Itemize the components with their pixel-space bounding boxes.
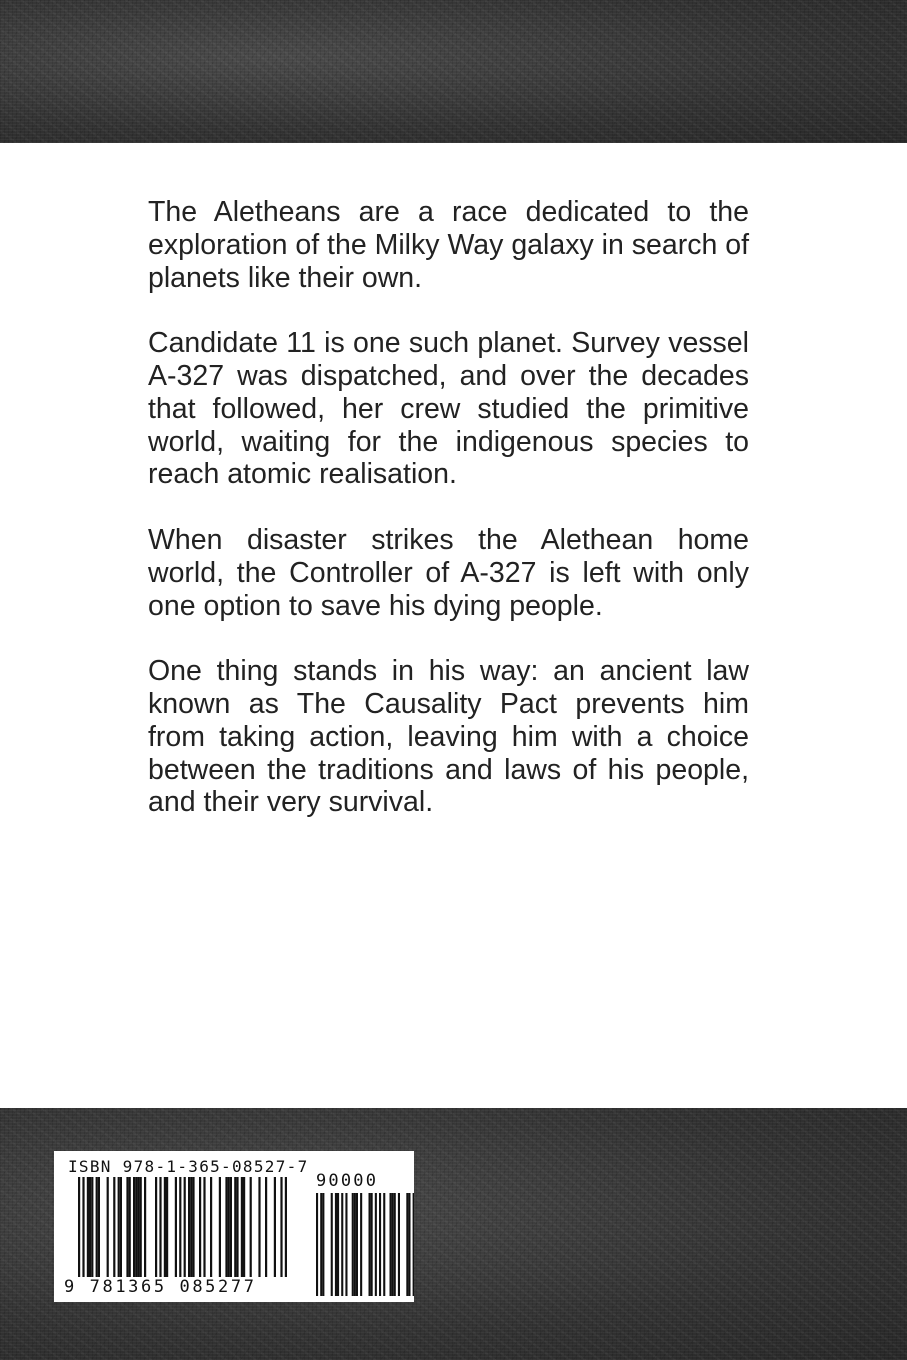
barcode-bar: [78, 1177, 80, 1277]
barcode-bar: [155, 1177, 157, 1277]
barcode-bar: [383, 1193, 385, 1296]
isbn-label: ISBN 978-1-365-08527-7: [68, 1157, 309, 1176]
ean-digits: 9 781365 085277: [64, 1277, 257, 1297]
barcode-bar: [129, 1177, 131, 1277]
barcode-bar: [126, 1177, 128, 1277]
barcode-bar: [203, 1177, 205, 1277]
barcode-bar: [250, 1177, 252, 1277]
barcode-bar: [89, 1177, 91, 1277]
isbn-barcode: [54, 1151, 414, 1302]
barcode-bar: [236, 1177, 238, 1277]
barcode-bar: [179, 1177, 181, 1277]
barcode-bar: [120, 1177, 122, 1277]
top-texture-band: [0, 0, 907, 143]
barcode-bar: [398, 1193, 400, 1296]
barcode-bar: [280, 1177, 282, 1277]
barcode-bar: [91, 1177, 93, 1277]
barcode-bar: [360, 1193, 362, 1296]
barcode-bar: [341, 1193, 343, 1296]
barcode-bar: [331, 1193, 333, 1296]
barcode-bar: [371, 1193, 373, 1296]
barcode-bar: [82, 1177, 84, 1277]
barcode-bar: [166, 1177, 168, 1277]
barcode-bar: [369, 1193, 371, 1296]
barcode-bar: [219, 1177, 221, 1277]
barcode-bar: [394, 1193, 396, 1296]
barcode-bar: [241, 1177, 243, 1277]
barcode-bar: [190, 1177, 192, 1277]
barcode-bar: [352, 1193, 354, 1296]
barcode-bar: [107, 1177, 109, 1277]
barcode-bar: [234, 1177, 236, 1277]
barcode-bar: [96, 1177, 98, 1277]
barcode-bar: [354, 1193, 356, 1296]
barcode-bar: [258, 1177, 260, 1277]
barcode-bar: [137, 1177, 139, 1277]
barcode-bar: [285, 1177, 287, 1277]
blurb-paragraph-3: When disaster strikes the Alethean home world, the Controller of A-327 is left with only one option to save his dying people.: [148, 523, 749, 622]
barcode-bar: [243, 1177, 245, 1277]
barcode-bar: [408, 1193, 410, 1296]
barcode-bar: [188, 1177, 190, 1277]
barcode-bar: [164, 1177, 166, 1277]
blurb-paragraph-2: Candidate 11 is one such planet. Survey vessel A-327 was dispatched, and over the decades that followed, her crew studied the primitive world, waiting for the indigenous species to reach atomic realisation.: [148, 327, 749, 491]
barcode-bar: [135, 1177, 137, 1277]
barcode-bar: [192, 1177, 194, 1277]
barcode-bar: [320, 1193, 322, 1296]
barcode-bar: [228, 1177, 230, 1277]
barcode-bar: [199, 1177, 201, 1277]
barcode-bar: [356, 1193, 358, 1296]
barcode-bar: [144, 1177, 146, 1277]
barcode-bar: [375, 1193, 377, 1296]
blurb-paragraph-1: The Aletheans are a race dedicated to the exploration of the Milky Way galaxy in search of planets like their own.: [148, 196, 749, 294]
barcode-bar: [392, 1193, 394, 1296]
barcode-bar: [98, 1177, 100, 1277]
barcode-bar: [379, 1193, 381, 1296]
blurb-text: [148, 196, 749, 852]
blurb-paragraph-4: One thing stands in his way: an ancient law known as The Causality Pact prevents him from taking action, leaving him with a choice between the traditions and laws of his people, and their very survival.: [148, 655, 749, 819]
barcode-bar: [406, 1193, 408, 1296]
barcode-bar: [118, 1177, 120, 1277]
barcode-bar: [390, 1193, 392, 1296]
barcode-bar: [316, 1193, 318, 1296]
barcode-bar: [140, 1177, 142, 1277]
barcode-bar: [345, 1193, 347, 1296]
barcode-bar: [210, 1177, 212, 1277]
price-code: 90000: [316, 1171, 379, 1191]
barcode-bar: [225, 1177, 227, 1277]
barcode-bar: [335, 1193, 337, 1296]
barcode-bar: [413, 1193, 414, 1296]
barcode-bar: [322, 1193, 324, 1296]
barcode-bar: [337, 1193, 339, 1296]
barcode-bar: [175, 1177, 177, 1277]
barcode-bar: [184, 1177, 186, 1277]
barcode-bar: [113, 1177, 115, 1277]
barcode-bar: [265, 1177, 267, 1277]
barcode-bar: [230, 1177, 232, 1277]
barcode-bar: [87, 1177, 89, 1277]
barcode-bar: [274, 1177, 276, 1277]
barcode-bar: [159, 1177, 161, 1277]
barcode-bar: [133, 1177, 135, 1277]
